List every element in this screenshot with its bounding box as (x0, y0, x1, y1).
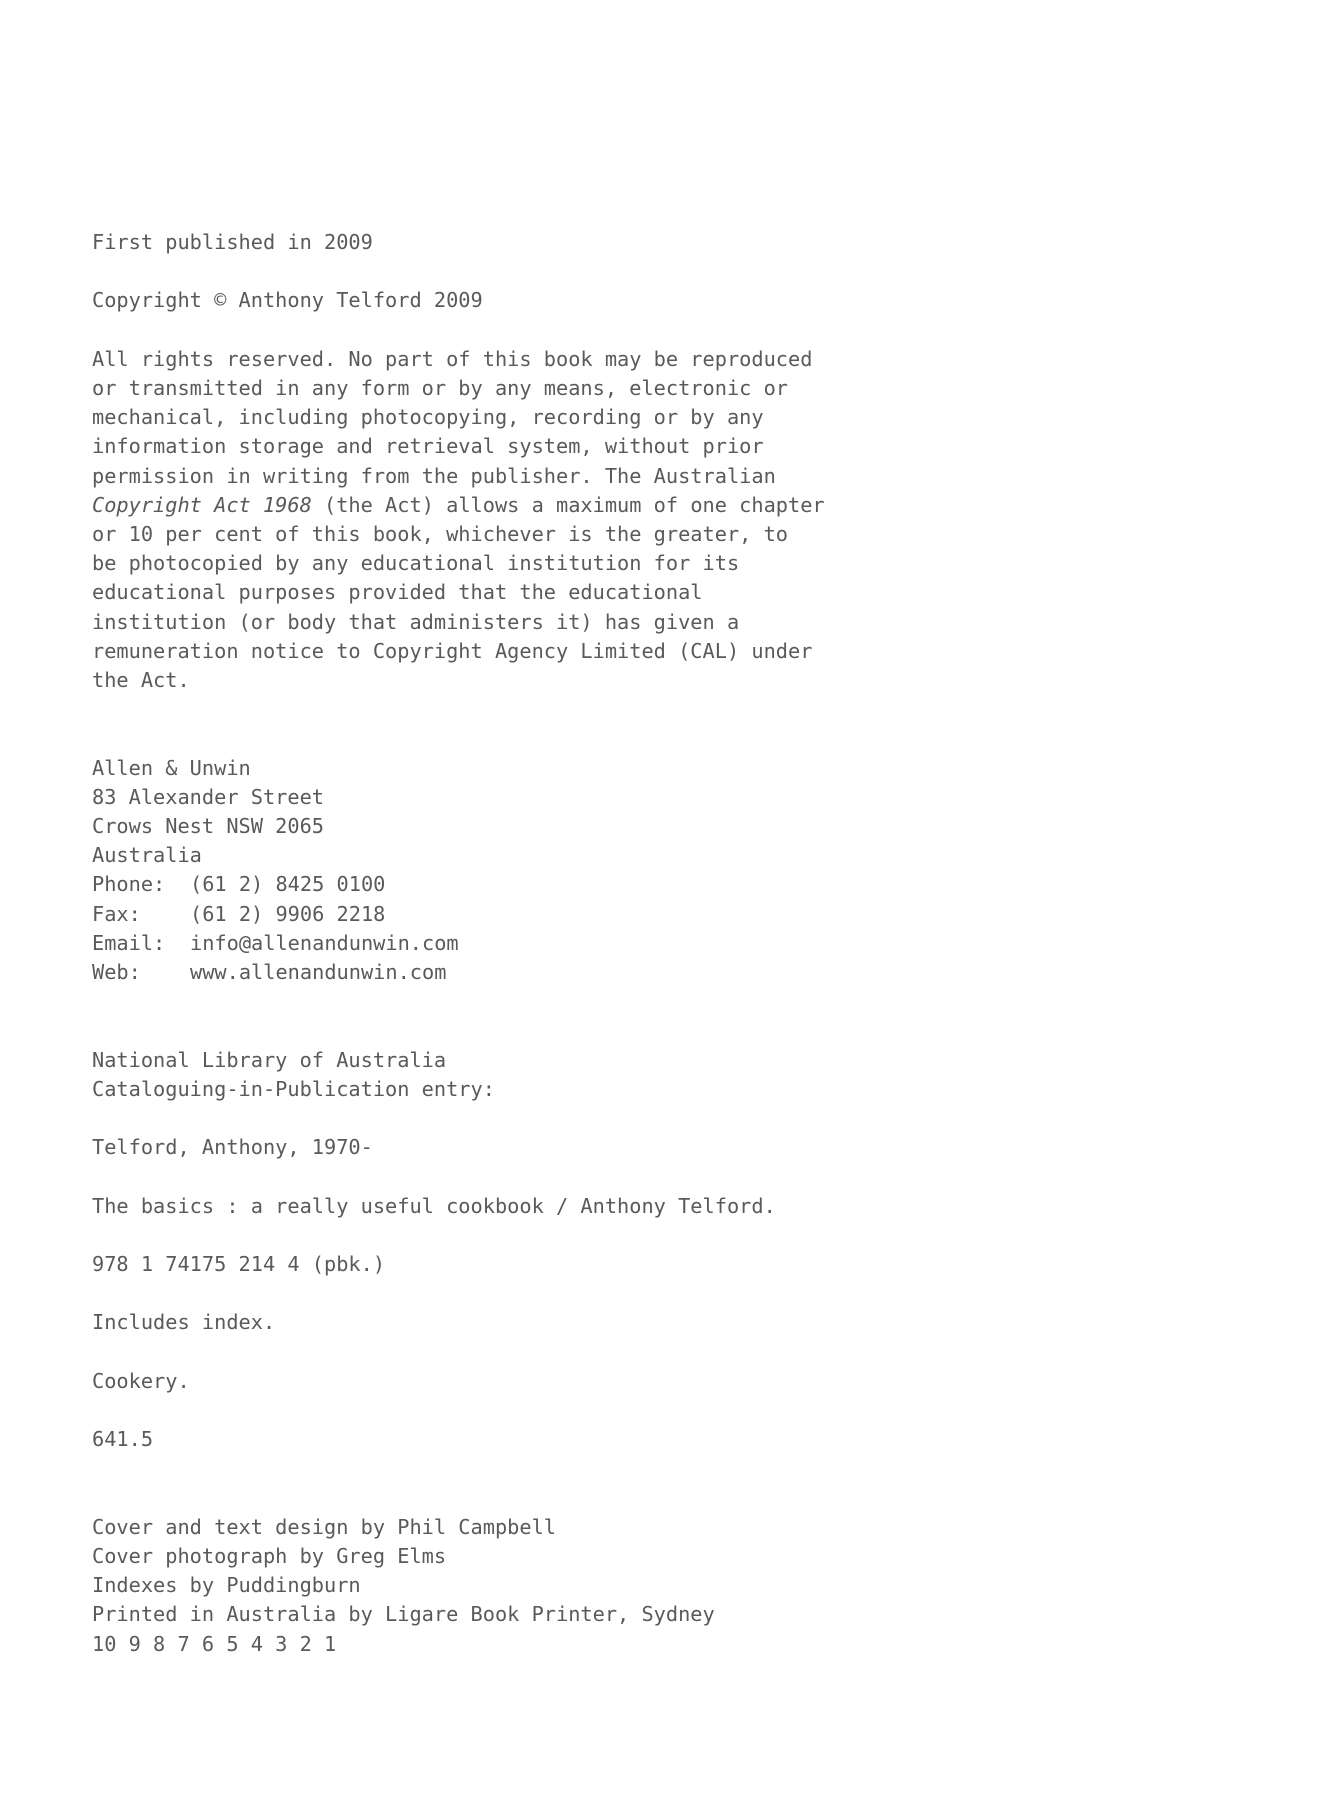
rights-line: educational purposes provided that the educational (92, 580, 703, 605)
web-label: Web: (92, 960, 141, 985)
fax-row (92, 900, 1272, 929)
printing-line: 10 9 8 7 6 5 4 3 2 1 (92, 1631, 337, 1656)
printer-credit: Printed in Australia by Ligare Book Printer, Sydney (92, 1602, 715, 1627)
cip-heading: National Library of Australia (92, 1047, 447, 1072)
rights-line: All rights reserved. No part of this book may be reproduced (92, 346, 813, 371)
cip-dewey: 641.5 (92, 1427, 154, 1452)
rights-line: mechanical, including photocopying, recording or by any (92, 405, 764, 430)
rights-line: the Act. (92, 668, 190, 693)
cip-note: Includes index. (92, 1310, 276, 1335)
rights-line-act (92, 491, 1272, 520)
phone-label: Phone: (92, 872, 166, 897)
photo-credit: Cover photograph by Greg Elms (92, 1543, 447, 1568)
email-label: Email: (92, 930, 166, 955)
fax-label: Fax: (92, 901, 141, 926)
rights-statement (92, 345, 1272, 695)
phone-row (92, 870, 1272, 899)
credits (92, 1513, 1272, 1659)
first-published: First published in 2009 (92, 230, 373, 254)
email-value: info@allenandunwin.com (190, 930, 459, 955)
rights-line: be photocopied by any educational institution for its (92, 551, 740, 576)
cip-author: Telford, Anthony, 1970- (92, 1135, 373, 1160)
publisher-name: Allen & Unwin (92, 755, 251, 780)
rights-line: or 10 per cent of this book, whichever is the greater, to (92, 522, 788, 546)
rights-line: information storage and retrieval system, without prior (92, 434, 764, 459)
publisher-street: 83 Alexander Street (92, 784, 324, 809)
imprint-page (92, 228, 1272, 1659)
cip-entry (92, 1046, 1272, 1455)
web-value: www.allenandunwin.com (190, 960, 447, 985)
cip-title: The basics : a really useful cookbook / Anthony Telford. (92, 1193, 776, 1218)
web-row (92, 958, 1272, 987)
publisher-city: Crows Nest NSW 2065 (92, 814, 324, 839)
copyright-line: Copyright © Anthony Telford 2009 (92, 288, 483, 313)
cip-isbn: 978 1 74175 214 4 (pbk.) (92, 1252, 386, 1276)
cip-subheading: Cataloguing-in-Publication entry: (92, 1076, 495, 1101)
index-credit: Indexes by Puddingburn (92, 1573, 361, 1598)
act-title: Copyright Act 1968 (92, 492, 312, 517)
cip-subject: Cookery. (92, 1368, 190, 1393)
publisher-address (92, 754, 1272, 988)
rights-line: institution (or body that administers it) has given a (92, 609, 740, 634)
rights-line: or transmitted in any form or by any means, electronic or (92, 375, 788, 400)
email-row (92, 929, 1272, 958)
phone-value: (61 2) 8425 0100 (190, 872, 386, 897)
design-credit: Cover and text design by Phil Campbell (92, 1514, 556, 1539)
publisher-country: Australia (92, 843, 202, 868)
fax-value: (61 2) 9906 2218 (190, 901, 386, 926)
act-rest: (the Act) allows a maximum of one chapter (311, 492, 825, 517)
rights-line: remuneration notice to Copyright Agency Limited (CAL) under (92, 638, 813, 663)
rights-line: permission in writing from the publisher. The Australian (92, 463, 776, 488)
